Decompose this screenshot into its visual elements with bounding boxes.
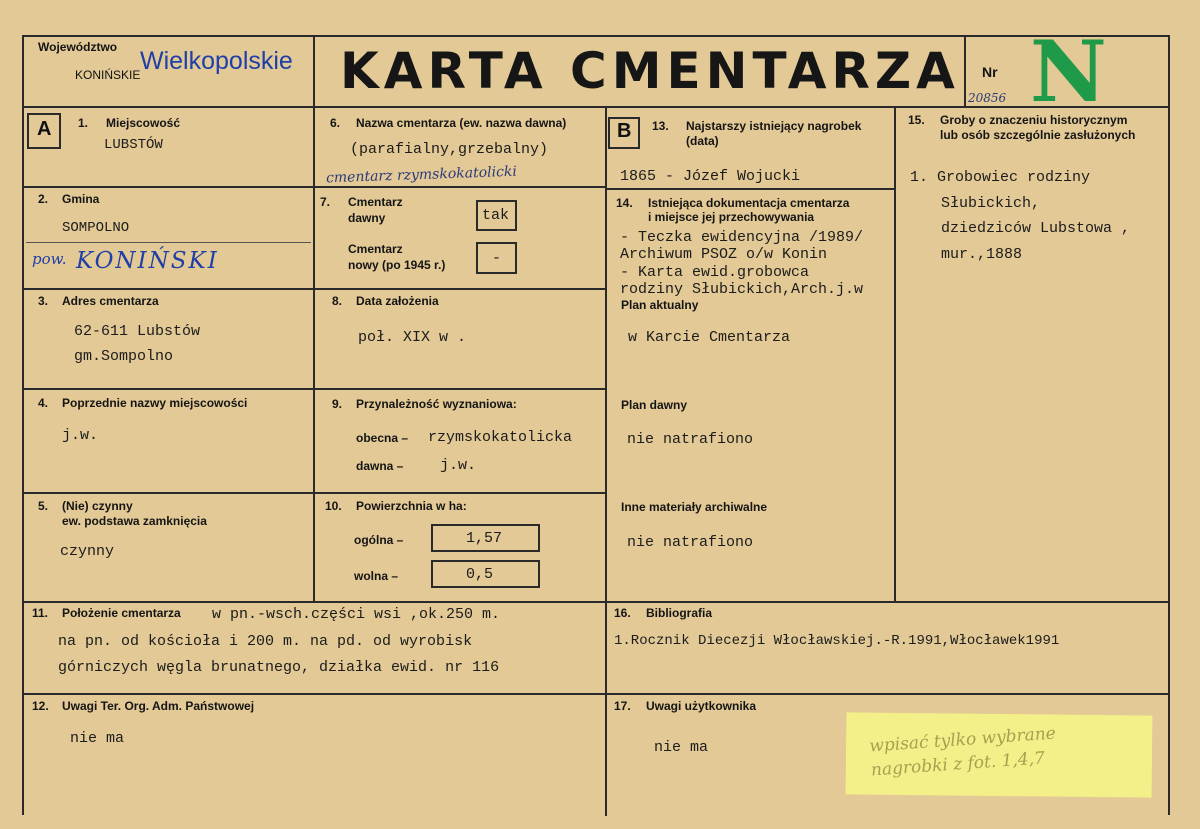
wojewodztwo-stamp: Wielkopolskie bbox=[140, 47, 293, 75]
row-line-12 bbox=[22, 693, 1169, 695]
s13-num: 13. bbox=[652, 119, 669, 133]
s6-value: (parafialny,grzebalny) bbox=[350, 141, 549, 158]
inne-label: Inne materiały archiwalne bbox=[621, 500, 768, 514]
plan-aktualny-value: w Karcie Cmentarza bbox=[628, 329, 791, 346]
s12-value: nie ma bbox=[70, 730, 125, 747]
plan-dawny-label: Plan dawny bbox=[621, 398, 688, 412]
s15-label2: lub osób szczególnie zasłużonych bbox=[940, 128, 1136, 142]
s15-label1: Groby o znaczeniu historycznym bbox=[940, 113, 1128, 127]
s15-line2: Słubickich, bbox=[941, 195, 1041, 212]
s6-handwritten: cmentarz rzymskokatolicki bbox=[325, 163, 518, 187]
col-divider-main bbox=[605, 106, 607, 816]
s8-num: 8. bbox=[332, 294, 343, 308]
frame-top-line bbox=[22, 35, 1169, 37]
s5-value: czynny bbox=[60, 543, 115, 560]
s10-wolna-value: 0,5 bbox=[466, 566, 494, 583]
header-bottom-line bbox=[22, 106, 1169, 108]
s13-label2: (data) bbox=[686, 134, 719, 148]
s2-pow-prefix: pow. bbox=[32, 250, 67, 268]
s2-label: Gmina bbox=[62, 192, 100, 206]
s14-line4: rodziny Słubickich,Arch.j.w bbox=[620, 281, 864, 298]
section-a-letter: A bbox=[37, 118, 52, 140]
s4-label: Poprzednie nazwy miejscowości bbox=[62, 396, 248, 410]
s7-dawny-label2: dawny bbox=[348, 211, 386, 225]
s16-num: 16. bbox=[614, 606, 631, 620]
s16-value: 1.Rocznik Diecezji Włocławskiej.-R.1991,Włocławek1991 bbox=[614, 633, 1060, 649]
s8-label: Data założenia bbox=[356, 294, 439, 308]
frame-left-line bbox=[22, 35, 24, 815]
s10-ogolna-value: 1,57 bbox=[466, 530, 503, 547]
s16-label: Bibliografia bbox=[646, 606, 713, 620]
col-divider-1 bbox=[313, 106, 315, 602]
s15-num: 15. bbox=[908, 113, 925, 127]
s6-label: Nazwa cmentarza (ew. nazwa dawna) bbox=[356, 116, 567, 130]
s3-line1: 62-611 Lubstów bbox=[74, 323, 201, 340]
s17-num: 17. bbox=[614, 699, 631, 713]
s13-label1: Najstarszy istniejący nagrobek bbox=[686, 119, 862, 133]
wojewodztwo-old: KONIŃSKIE bbox=[75, 68, 141, 82]
s14-line3: - Karta ewid.grobowca bbox=[620, 264, 810, 281]
s8-value: poł. XIX w . bbox=[358, 329, 467, 346]
s10-num: 10. bbox=[325, 499, 342, 513]
s9-label: Przynależność wyznaniowa: bbox=[356, 397, 517, 411]
s6-num: 6. bbox=[330, 116, 341, 130]
sticky-note-line1: wpisać tylko wybrane bbox=[868, 723, 1057, 757]
s12-num: 12. bbox=[32, 699, 49, 713]
s4-num: 4. bbox=[38, 396, 49, 410]
card-title: KARTA CMENTARZA bbox=[340, 42, 960, 100]
s7-nowy-label2: nowy (po 1945 r.) bbox=[348, 258, 446, 272]
s2-num: 2. bbox=[38, 192, 49, 206]
s5-label: (Nie) czynny bbox=[62, 499, 133, 513]
s11-line1: w pn.-wsch.części wsi ,ok.250 m. bbox=[212, 606, 501, 623]
inne-value: nie natrafiono bbox=[627, 534, 754, 551]
s10-ogolna-label: ogólna – bbox=[354, 533, 404, 547]
s2-value: SOMPOLNO bbox=[62, 220, 130, 236]
s7-num: 7. bbox=[320, 195, 331, 209]
section-b-letter: B bbox=[617, 120, 632, 142]
s4-value: j.w. bbox=[62, 427, 99, 444]
s5-label2: ew. podstawa zamknięcia bbox=[62, 514, 207, 528]
plan-aktualny-label: Plan aktualny bbox=[621, 298, 699, 312]
s9-obecna-value: rzymskokatolicka bbox=[428, 429, 573, 446]
s7-nowy-label1: Cmentarz bbox=[348, 242, 403, 256]
plan-dawny-value: nie natrafiono bbox=[627, 431, 754, 448]
s10-label: Powierzchnia w ha: bbox=[356, 499, 467, 513]
s15-line3: dziedziców Lubstowa , bbox=[941, 220, 1131, 237]
s10-wolna-label: wolna – bbox=[354, 569, 399, 583]
wojewodztwo-label: Województwo bbox=[38, 40, 118, 54]
s14-label1: Istniejąca dokumentacja cmentarza bbox=[648, 196, 850, 210]
s11-label: Położenie cmentarza bbox=[62, 606, 181, 620]
s11-line2: na pn. od kościoła i 200 m. na pd. od wyrobisk bbox=[58, 633, 473, 650]
nr-label: Nr bbox=[982, 64, 998, 80]
s7-nowy-value: - bbox=[492, 250, 502, 267]
s14-line1: - Teczka ewidencyjna /1989/ bbox=[620, 229, 864, 246]
nr-code-marker: N bbox=[1030, 22, 1107, 121]
s7-dawny-label1: Cmentarz bbox=[348, 195, 403, 209]
header-divider-nr bbox=[964, 35, 966, 107]
s15-line4: mur.,1888 bbox=[941, 246, 1023, 263]
s3-label: Adres cmentarza bbox=[62, 294, 159, 308]
s5-num: 5. bbox=[38, 499, 49, 513]
s11-num: 11. bbox=[32, 606, 49, 620]
s9-dawna-value: j.w. bbox=[440, 457, 477, 474]
nr-number: 20856 bbox=[968, 91, 1007, 105]
header-divider-left bbox=[313, 35, 315, 107]
s1-label: Miejscowość bbox=[106, 116, 181, 130]
s11-line3: górniczych węgla brunatnego, działka ewid. nr 116 bbox=[58, 659, 500, 676]
row-line-11 bbox=[22, 601, 1169, 603]
s14-line2: Archiwum PSOZ o/w Konin bbox=[620, 246, 828, 263]
s1-num: 1. bbox=[78, 116, 89, 130]
frame-right-line bbox=[1168, 35, 1170, 815]
s3-line2: gm.Sompolno bbox=[74, 348, 174, 365]
s3-num: 3. bbox=[38, 294, 49, 308]
s17-label: Uwagi użytkownika bbox=[646, 699, 757, 713]
s12-label: Uwagi Ter. Org. Adm. Państwowej bbox=[62, 699, 255, 713]
s2-underline bbox=[26, 242, 311, 243]
s7-dawny-value: tak bbox=[482, 207, 510, 224]
s13-value: 1865 - Józef Wojucki bbox=[620, 168, 801, 185]
s14-label2: i miejsce jej przechowywania bbox=[648, 210, 815, 224]
s17-value: nie ma bbox=[654, 739, 709, 756]
col-divider-3 bbox=[894, 106, 896, 602]
s1-value: LUBSTÓW bbox=[104, 137, 163, 153]
s9-dawna-label: dawna – bbox=[356, 459, 404, 473]
s2-pow-value: KONIŃSKI bbox=[76, 248, 219, 274]
s9-num: 9. bbox=[332, 397, 343, 411]
s14-num: 14. bbox=[616, 196, 633, 210]
s15-line1: 1. Grobowiec rodziny bbox=[910, 169, 1091, 186]
row-line-13 bbox=[606, 188, 896, 190]
sticky-note-line2: nagrobki z fot. 1,4,7 bbox=[870, 748, 1046, 781]
s9-obecna-label: obecna – bbox=[356, 431, 409, 445]
